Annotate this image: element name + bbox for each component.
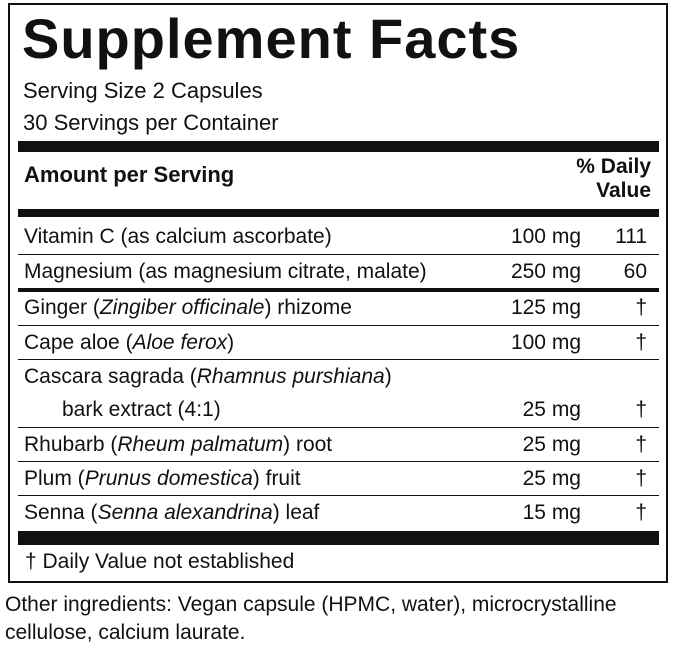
ingredient-row bbox=[18, 495, 659, 530]
ingredient-amount: 25 mg bbox=[522, 467, 581, 490]
ingredient-amount: 25 mg bbox=[522, 433, 581, 456]
nutrient-amount: 100 mg bbox=[510, 225, 581, 248]
ingredient-row bbox=[18, 291, 659, 325]
nutrient-row bbox=[18, 254, 659, 289]
ingredient-name: bark extract (4:1) bbox=[62, 398, 221, 421]
ingredient-row bbox=[18, 325, 659, 360]
ingredient-daily-value: † bbox=[635, 433, 647, 456]
nutrient-name: Vitamin C (as calcium ascorbate) bbox=[24, 225, 332, 248]
nutrient-daily-value: 60 bbox=[623, 260, 647, 283]
ingredient-amount: 125 mg bbox=[510, 296, 581, 319]
ingredient-name: Rhubarb (Rheum palmatum) root bbox=[24, 433, 333, 456]
ingredient-name: Cape aloe (Aloe ferox) bbox=[24, 331, 235, 354]
ingredient-row bbox=[18, 359, 659, 394]
ingredient-daily-value: † bbox=[635, 398, 647, 421]
ingredient-daily-value: † bbox=[635, 331, 647, 354]
thick-divider-bottom bbox=[18, 531, 659, 545]
ingredient-name: Cascara sagrada (Rhamnus purshiana) bbox=[24, 365, 392, 388]
daily-value-footnote: † Daily Value not established bbox=[25, 550, 295, 573]
ingredient-daily-value: † bbox=[635, 501, 647, 524]
servings-per-container: 30 Servings per Container bbox=[23, 110, 279, 135]
thick-divider-top bbox=[18, 141, 659, 152]
ingredient-amount: 100 mg bbox=[510, 331, 581, 354]
daily-value-heading bbox=[576, 155, 651, 203]
panel-title: Supplement Facts bbox=[22, 7, 521, 70]
nutrient-amount: 250 mg bbox=[510, 260, 581, 283]
daily-value-heading-line2: Value bbox=[596, 179, 651, 202]
nutrient-name: Magnesium (as magnesium citrate, malate) bbox=[24, 260, 427, 283]
ingredient-name: Plum (Prunus domestica) fruit bbox=[24, 467, 301, 490]
ingredient-amount: 15 mg bbox=[522, 501, 581, 524]
ingredient-row-continuation bbox=[18, 393, 659, 427]
daily-value-heading-line1: % Daily bbox=[576, 155, 651, 178]
amount-per-serving-heading: Amount per Serving bbox=[24, 162, 235, 187]
other-ingredients: Other ingredients: Vegan capsule (HPMC, water), microcrystalline cellulose, calcium laurate. bbox=[5, 593, 617, 644]
ingredient-name: Ginger (Zingiber officinale) rhizome bbox=[24, 296, 352, 319]
thick-divider-header bbox=[18, 209, 659, 217]
supplement-facts-panel bbox=[8, 3, 668, 583]
serving-size: Serving Size 2 Capsules bbox=[23, 78, 263, 103]
ingredient-row bbox=[18, 427, 659, 462]
ingredient-daily-value: † bbox=[635, 467, 647, 490]
ingredient-name: Senna (Senna alexandrina) leaf bbox=[24, 501, 320, 524]
nutrient-daily-value: 111 bbox=[615, 225, 647, 248]
ingredient-row bbox=[18, 461, 659, 496]
nutrient-row bbox=[18, 220, 659, 254]
ingredient-daily-value: † bbox=[635, 296, 647, 319]
ingredient-amount: 25 mg bbox=[522, 398, 581, 421]
